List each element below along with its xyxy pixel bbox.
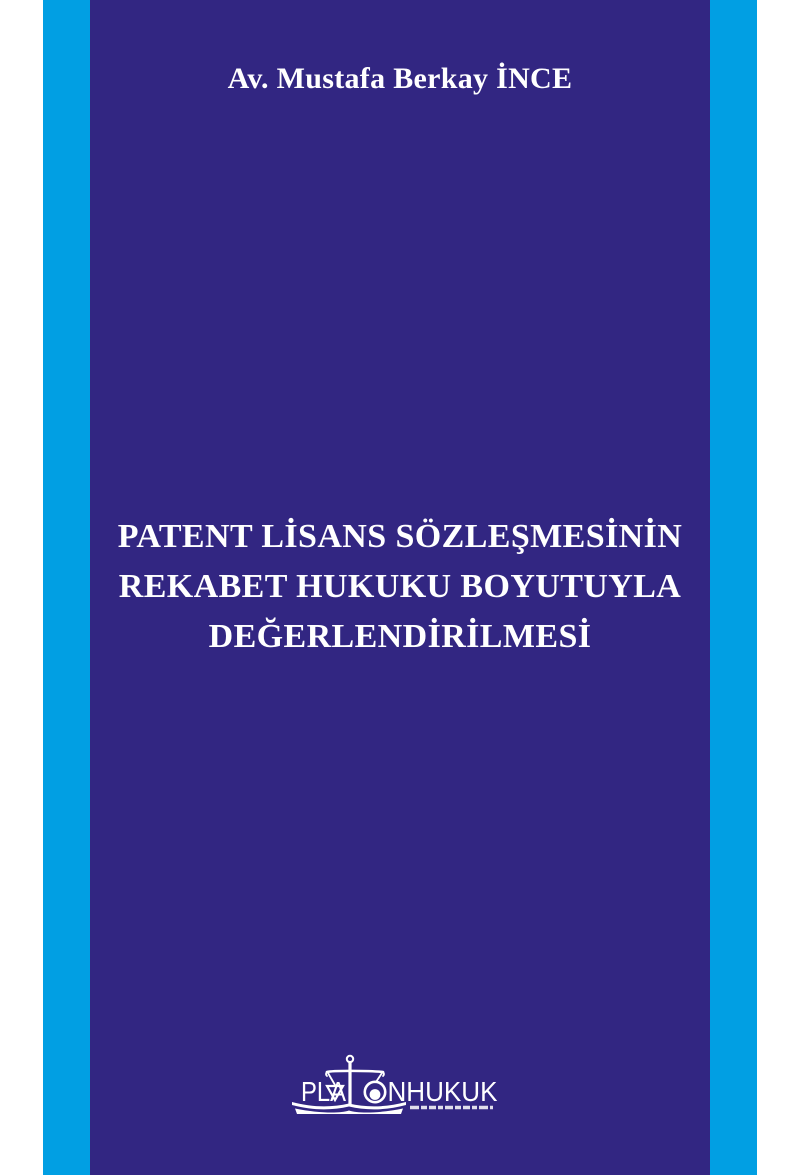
left-frame-strip <box>43 0 90 1175</box>
logo-text-nhukuk: NHUKUK <box>387 1076 498 1107</box>
title-line-3: DEĞERLENDİRİLMESİ <box>208 618 592 655</box>
logo-text-pla: PLA <box>301 1076 347 1107</box>
publisher-logo <box>290 1048 510 1120</box>
author-name: Av. Mustafa Berkay İNCE <box>227 62 573 95</box>
title-line-2: REKABET HUKUKU BOYUTUYLA <box>118 568 682 605</box>
cover-panel <box>90 0 710 1175</box>
book-title <box>90 512 710 662</box>
title-line-1: PATENT LİSANS SÖZLEŞMESİNİN <box>117 518 683 555</box>
right-frame-strip <box>710 0 757 1175</box>
